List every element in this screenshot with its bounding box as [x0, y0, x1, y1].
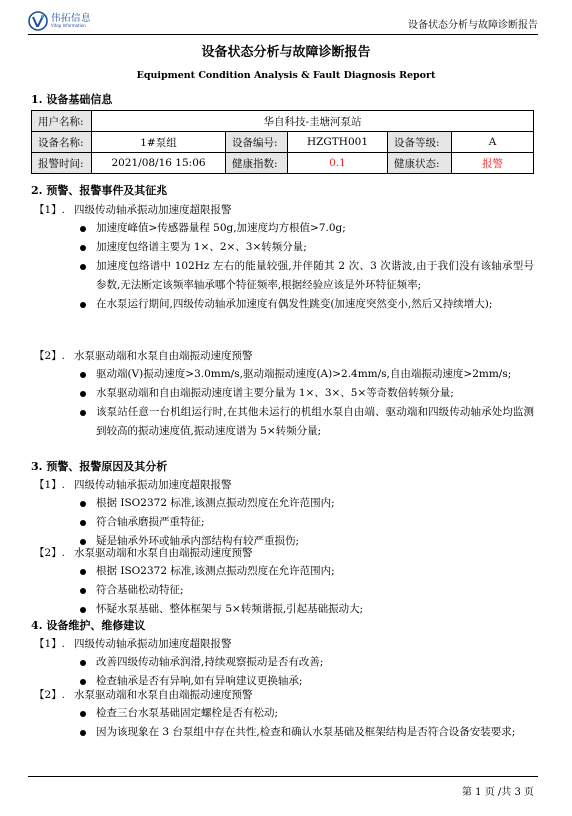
- report-title-en: Equipment Condition Analysis & Fault Diagnosis Report: [136, 70, 436, 81]
- event-title-text: 水泵驱动端和水泵自由端振动速度预警: [74, 350, 253, 362]
- bullet-icon: [80, 264, 86, 270]
- list-item: 加速度峰值>传感器量程 50g,加速度均方根值>7.0g;: [80, 219, 534, 238]
- event-title-text: 四级传动轴承振动加速度超限报警: [74, 479, 232, 491]
- bullet-icon: [80, 245, 86, 251]
- list-item: 因为该现象在 3 台泵组中存在共性,检查和确认水泵基础及框架结构是否符合设备安装要求;: [80, 723, 534, 742]
- section-1-heading: 1. 设备基础信息: [31, 93, 113, 106]
- list-item: 根据 ISO2372 标准,该测点振动烈度在允许范围内;: [80, 562, 534, 581]
- bullet-icon: [80, 660, 86, 666]
- event-title-text: 四级传动轴承振动加速度超限报警: [74, 204, 232, 216]
- event-title-text: 水泵驱动端和水泵自由端振动速度预警: [74, 689, 253, 701]
- logo-name-cn: 伟拓信息: [51, 12, 92, 24]
- list-item: 疑是轴承外环或轴承内部结构有较严重损伤;: [80, 532, 534, 551]
- bullet-icon: [80, 679, 86, 685]
- event-title: [34, 202, 232, 217]
- bullet-icon: [80, 607, 86, 613]
- user-name-label: 用户名称:: [32, 111, 92, 132]
- alarm-time-value: 2021/08/16 15:06: [92, 153, 226, 174]
- page-header: [28, 8, 538, 35]
- event-title: [34, 477, 232, 492]
- header-doc-title: 设备状态分析与故障诊断报告: [408, 20, 538, 31]
- event-detail-list: [80, 704, 534, 742]
- event-detail-list: [80, 653, 534, 691]
- bullet-icon: [80, 302, 86, 308]
- event-title: [34, 687, 253, 702]
- event-detail-list: [80, 365, 534, 441]
- device-grade-label: 设备等级:: [388, 132, 452, 153]
- event-number: 【2】.: [34, 350, 66, 362]
- list-item: 该泵站任意一台机组运行时,在其他未运行的机组水泵自由端、驱动端和四级传动轴承处均监测到较高的振动速度值,振动速度谱为 5×转频分量;: [80, 403, 534, 441]
- section-4-heading: 4. 设备维护、维修建议: [31, 619, 146, 632]
- health-status-label: 健康状态:: [388, 153, 452, 174]
- bullet-icon: [80, 520, 86, 526]
- event-detail-list: [80, 494, 534, 551]
- event-title: [34, 636, 232, 651]
- event-detail-list: [80, 219, 534, 314]
- list-item: 怀疑水泵基础、整体框架与 5×转频谐振,引起基础振动大;: [80, 600, 534, 619]
- device-code-label: 设备编号:: [226, 132, 288, 153]
- event-number: 【2】.: [34, 689, 66, 701]
- list-item: 根据 ISO2372 标准,该测点振动烈度在允许范围内;: [80, 494, 534, 513]
- event-number: 【1】.: [34, 638, 66, 650]
- section-2-heading: 2. 预警、报警事件及其征兆: [31, 184, 168, 197]
- list-item: 改善四级传动轴承润滑,持续观察振动是否有改善;: [80, 653, 534, 672]
- logo-name-en: Vitop Information: [51, 23, 86, 29]
- report-title-cn: 设备状态分析与故障诊断报告: [201, 45, 371, 60]
- list-item: 水泵驱动端和自由端振动速度谱主要分量为 1×、3×、5×等奇数倍转频分量;: [80, 384, 534, 403]
- device-name-label: 设备名称:: [32, 132, 92, 153]
- bullet-icon: [80, 501, 86, 507]
- event-title-text: 水泵驱动端和水泵自由端振动速度预警: [74, 547, 253, 559]
- logo-mark-icon: [28, 11, 48, 31]
- user-name-value: 华自科技-圭塘河泵站: [92, 111, 534, 132]
- event-title: [34, 545, 253, 560]
- bullet-icon: [80, 711, 86, 717]
- list-item: 驱动端(V)振动速度>3.0mm/s,驱动端振动速度(A)>2.4mm/s,自由端振动速度>2mm/s;: [80, 365, 534, 384]
- company-logo: [28, 10, 91, 32]
- device-code-value: HZGTH001: [288, 132, 388, 153]
- page-number: 第 1 页 /共 3 页: [462, 787, 534, 798]
- event-number: 【1】.: [34, 479, 66, 491]
- list-item: 检查三台水泵基础固定螺栓是否有松动;: [80, 704, 534, 723]
- event-detail-list: [80, 562, 534, 619]
- health-status-value: 报警: [452, 153, 534, 174]
- list-item: 检查轴承是否有异响,如有异响建议更换轴承;: [80, 672, 534, 691]
- list-item: 符合基础松动特征;: [80, 581, 534, 600]
- device-name-value: 1#泵组: [92, 132, 226, 153]
- health-index-value: 0.1: [288, 153, 388, 174]
- bullet-icon: [80, 391, 86, 397]
- bullet-icon: [80, 730, 86, 736]
- device-grade-value: A: [452, 132, 534, 153]
- list-item: 符合轴承磨损严重特征;: [80, 513, 534, 532]
- table-row: [32, 132, 534, 153]
- list-item: 加速度包络谱中 102Hz 左右的能量较强,并伴随其 2 次、3 次谐波,由于我们没有该轴承型号参数,无法断定该频率轴承哪个特征频率,根据经验应该是外环特征频率;: [80, 257, 534, 295]
- bullet-icon: [80, 588, 86, 594]
- event-number: 【1】.: [34, 204, 66, 216]
- list-item: 加速度包络谱主要为 1×、2×、3×转频分量;: [80, 238, 534, 257]
- bullet-icon: [80, 410, 86, 416]
- section-3-heading: 3. 预警、报警原因及其分析: [31, 460, 168, 473]
- bullet-icon: [80, 226, 86, 232]
- bullet-icon: [80, 372, 86, 378]
- bullet-icon: [80, 569, 86, 575]
- equipment-info-table: [31, 110, 534, 174]
- page-footer-rule: [28, 776, 538, 777]
- alarm-time-label: 报警时间:: [32, 153, 92, 174]
- health-index-label: 健康指数:: [226, 153, 288, 174]
- table-row: [32, 153, 534, 174]
- event-number: 【2】.: [34, 547, 66, 559]
- table-row: [32, 111, 534, 132]
- event-title: [34, 348, 253, 363]
- event-title-text: 四级传动轴承振动加速度超限报警: [74, 638, 232, 650]
- list-item: 在水泵运行期间,四级传动轴承加速度有偶发性跳变(加速度突然变小,然后又持续增大);: [80, 295, 534, 314]
